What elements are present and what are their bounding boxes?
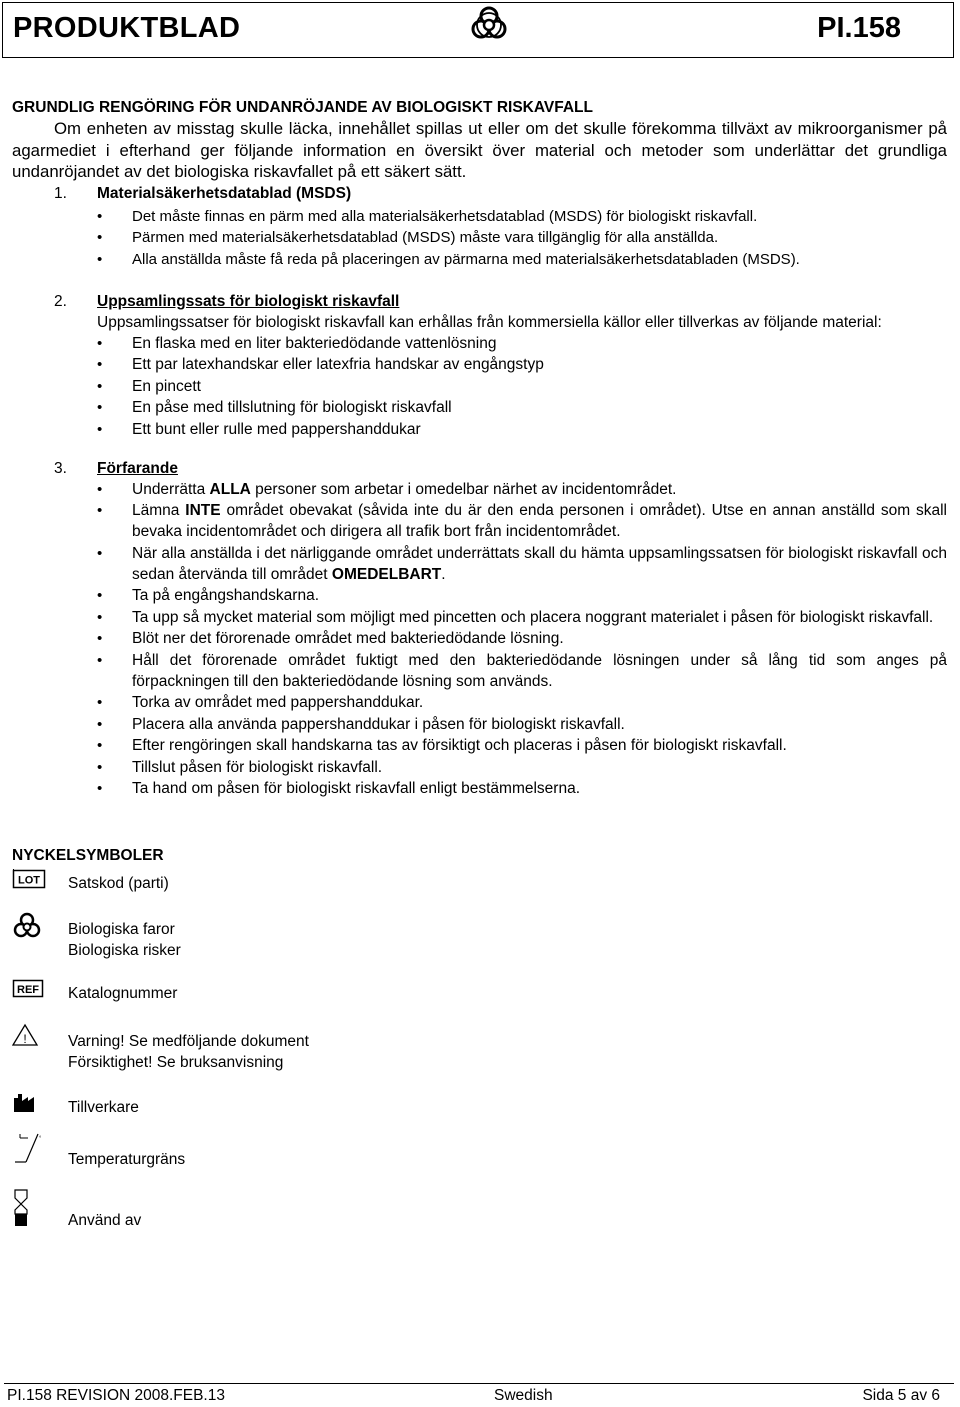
symbol-description: Varning! Se medföljande dokument	[68, 1033, 309, 1050]
page-number: Sida 5 av 6	[862, 1387, 940, 1404]
svg-text:!: !	[23, 1032, 27, 1046]
document-title: PRODUKTBLAD	[13, 12, 241, 44]
kit-list	[97, 333, 947, 440]
symbol-description: Satskod (parti)	[68, 875, 169, 892]
symbol-description: Biologiska faror	[68, 921, 175, 938]
section-number: 1.	[54, 184, 67, 202]
section-number: 2.	[54, 292, 67, 310]
list-item: • Ta på engångshandskarna.	[97, 585, 947, 606]
list-item: • En påse med tillslutning för biologiskt riskavfall	[97, 397, 947, 418]
biohazard-icon	[469, 4, 509, 44]
manufacturer-icon	[12, 1092, 46, 1126]
list-item: • Ett bunt eller rulle med pappershanddukar	[97, 419, 947, 440]
section-title: Förfarande	[97, 459, 178, 477]
list-item: • En pincett	[97, 376, 947, 397]
svg-text:°: °	[39, 1136, 42, 1142]
key-symbols	[12, 845, 412, 1229]
symbol-description: Temperaturgräns	[68, 1151, 186, 1168]
main-content	[12, 97, 947, 800]
warning-icon	[12, 1023, 46, 1057]
msds-list	[97, 206, 947, 270]
lot-icon	[12, 869, 46, 903]
svg-text:LOT: LOT	[18, 874, 40, 887]
list-item: • Placera alla använda pappershanddukar i påsen för biologiskt riskavfall.	[97, 714, 947, 735]
biohazard-icon	[12, 911, 46, 945]
key-symbols-title: NYCKELSYMBOLER	[12, 847, 164, 864]
ref-icon	[12, 979, 46, 1013]
list-item: • Tillslut påsen för biologiskt riskavfall.	[97, 757, 947, 778]
list-item: • Håll det förorenade området fuktigt med den bakteriedödande lösningen under så lång tid som anges på förpackningen till den bakteriedödande lösning som används.	[97, 650, 947, 692]
list-item: • Det måste finnas en pärm med alla materialsäkerhetsdatablad (MSDS) för biologiskt riskavfall.	[97, 206, 947, 227]
section-kit	[12, 291, 947, 440]
language-label: Swedish	[494, 1387, 553, 1404]
list-item: • Ta upp så mycket material som möjligt med pincetten och placera noggrant materialet i påsen för biologiskt riskavfall.	[97, 607, 947, 628]
list-item: • Lämna INTE området obevakat (såvida inte du är den enda personen i området). Utse en annan anställd som skall bevaka incidentområdet och dirigera all trafik bort från incidentområdet.	[97, 500, 947, 542]
svg-text:REF: REF	[17, 984, 39, 996]
list-item: • Blöt ner det förorenade området med bakteriedödande lösning.	[97, 628, 947, 649]
temperature-limit-icon	[12, 1132, 46, 1166]
revision-label: PI.158 REVISION 2008.FEB.13	[7, 1387, 225, 1404]
section-text: Uppsamlingssatser för biologiskt riskavfall kan erhållas från kommersiella källor eller tillverkas av följande material:	[97, 313, 882, 331]
page-header	[2, 2, 954, 58]
intro-paragraph: Om enheten av misstag skulle läcka, innehållet spillas ut eller om det skulle förekomma tillväxt av mikroorganismer på agarmediet i efterhand ger följande information en översikt över material och metoder som underlättar det grundliga undanröjandet av det biologiska riskavfallet på ett säkert sätt.	[12, 119, 947, 181]
list-item: • En flaska med en liter bakteriedödande vattenlösning	[97, 333, 947, 354]
section-msds	[12, 183, 947, 270]
list-item: • Ta hand om påsen för biologiskt riskavfall enligt bestämmelserna.	[97, 778, 947, 799]
list-item: • Underrätta ALLA personer som arbetar i omedelbar närhet av incidentområdet.	[97, 479, 947, 500]
use-by-icon	[12, 1188, 46, 1230]
list-item: • Ett par latexhandskar eller latexfria handskar av engångstyp	[97, 354, 947, 375]
section-number: 3.	[54, 459, 67, 477]
page-footer	[4, 1383, 954, 1406]
document-code: PI.158	[817, 12, 901, 44]
section-title: Uppsamlingssats för biologiskt riskavfall	[97, 292, 400, 310]
list-item: • Pärmen med materialsäkerhetsdatablad (MSDS) måste vara tillgänglig för alla anställda.	[97, 227, 947, 248]
symbol-description: Katalognummer	[68, 985, 178, 1002]
section-procedure	[12, 458, 947, 800]
list-item: • Alla anställda måste få reda på placeringen av pärmarna med materialsäkerhetsdatabladen (MSDS).	[97, 249, 947, 270]
symbol-description: Tillverkare	[68, 1099, 139, 1116]
procedure-list	[97, 479, 947, 800]
symbol-description: Biologiska risker	[68, 942, 181, 959]
list-item: • Torka av området med pappershanddukar.	[97, 692, 947, 713]
list-item: • Efter rengöringen skall handskarna tas av försiktigt och placeras i påsen för biologiskt riskavfall.	[97, 735, 947, 756]
symbol-description: Försiktighet! Se bruksanvisning	[68, 1054, 284, 1071]
section-title: Materialsäkerhetsdatablad (MSDS)	[97, 184, 352, 202]
list-item: • När alla anställda i det närliggande området underrättats skall du hämta uppsamlingssatsen för biologiskt riskavfall och sedan återvända till området OMEDELBART.	[97, 543, 947, 585]
section-heading: GRUNDLIG RENGÖRING FÖR UNDANRÖJANDE AV BIOLOGISKT RISKAVFALL	[12, 99, 593, 116]
symbol-description: Använd av	[68, 1212, 142, 1229]
